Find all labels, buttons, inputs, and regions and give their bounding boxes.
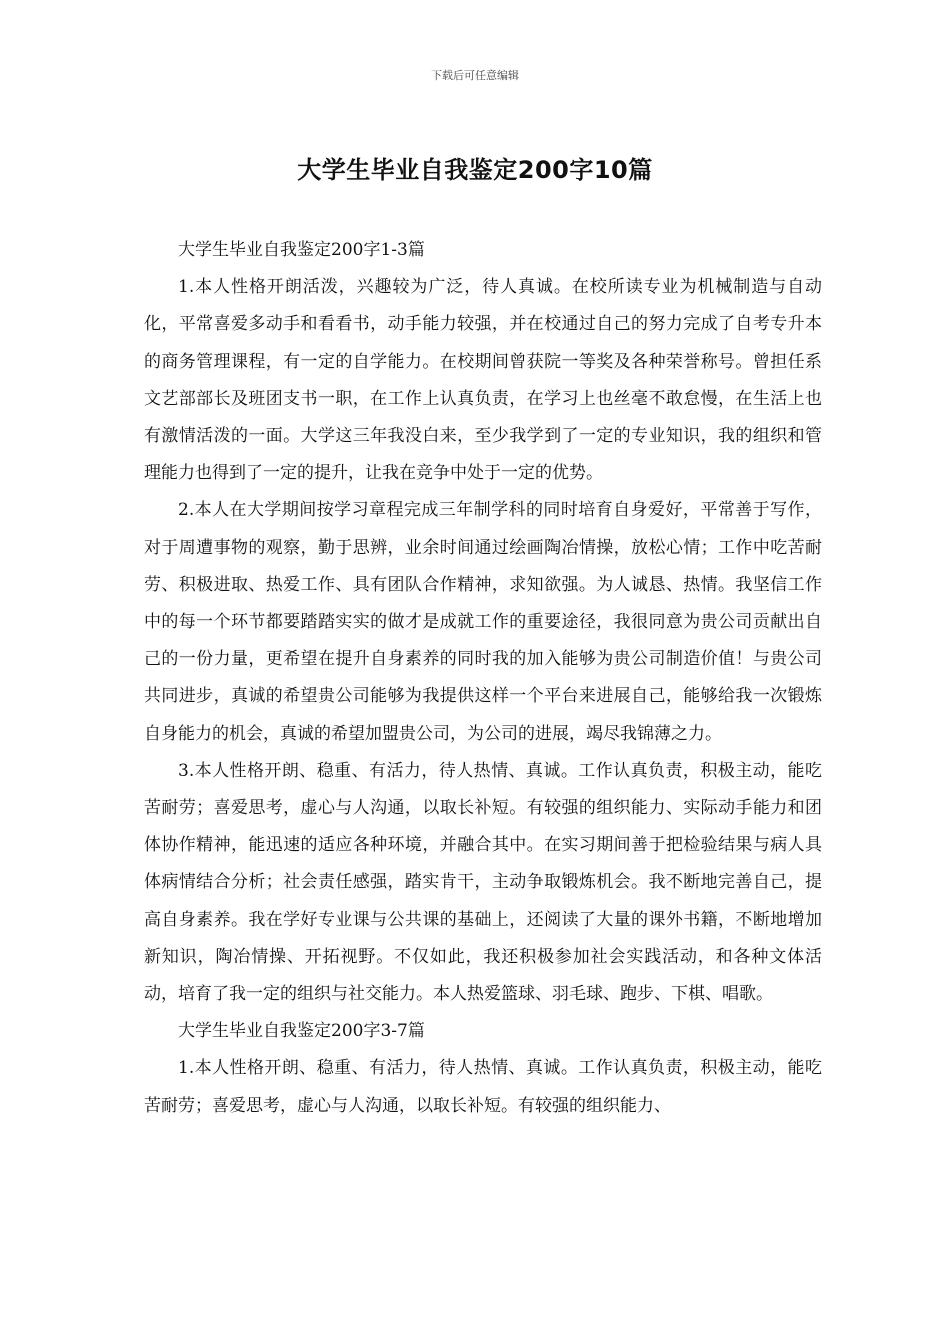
section-heading: 大学生毕业自我鉴定200字1-3篇 [178, 240, 425, 260]
paragraph: 1.本人性格开朗、稳重、有活力，待人热情、真诚。工作认真负责，积极主动，能吃苦耐劳；喜爱思考，虚心与人沟通，以取长补短。有较强的组织能力、 [144, 1058, 822, 1116]
header-note: 下载后可任意编辑 [431, 69, 519, 82]
paragraph: 3.本人性格开朗、稳重、有活力，待人热情、真诚。工作认真负责，积极主动，能吃苦耐劳；喜爱思考，虚心与人沟通，以取长补短。有较强的组织能力、实际动手能力和团体协作精神，能迅速的适应各种环境，并融合其中。在实习期间善于把检验结果与病人具体病情结合分析；社会责任感强，踏实肯干，主动争取锻炼机会。我不断地完善自己，提高自身素养。我在学好专业课与公共课的基础上，还阅读了大量的课外书籍，不断地增加新知识，陶冶情操、开拓视野。不仅如此，我还积极参加社会实践活动，和各种文体活动，培育了我一定的组织与社交能力。本人热爱篮球、羽毛球、跑步、下棋、唱歌。 [144, 760, 822, 1005]
document-title: 大学生毕业自我鉴定200字10篇 [297, 156, 653, 184]
paragraph: 2.本人在大学期间按学习章程完成三年制学科的同时培育自身爱好，平常善于写作，对于周遭事物的观察，勤于思辨，业余时间通过绘画陶冶情操，放松心情；工作中吃苦耐劳、积极进取、热爱工作、具有团队合作精神，求知欲强。为人诚恳、热情。我坚信工作中的每一个环节都要踏踏实实的做才是成就工作的重要途径，我很同意为贵公司贡献出自己的一份力量，更希望在提升自身素养的同时我的加入能够为贵公司制造价值！与贵公司共同进步，真诚的希望贵公司能够为我提供这样一个平台来进展自己，能够给我一次锻炼自身能力的机会，真诚的希望加盟贵公司，为公司的进展，竭尽我锦薄之力。 [144, 500, 822, 744]
paragraph: 1.本人性格开朗活泼，兴趣较为广泛，待人真诚。在校所读专业为机械制造与自动化，平常喜爱多动手和看看书，动手能力较强，并在校通过自己的努力完成了自考专升本的商务管理课程，有一定的自学能力。在校期间曾获院一等奖及各种荣誉称号。曾担任系文艺部部长及班团支书一职，在工作上认真负责，在学习上也丝毫不敢怠慢，在生活上也有激情活泼的一面。大学这三年我没白来，至少我学到了一定的专业知识，我的组织和管理能力也得到了一定的提升，让我在竞争中处于一定的优势。 [144, 277, 822, 484]
section-heading: 大学生毕业自我鉴定200字3-7篇 [178, 1021, 425, 1042]
document-body [144, 232, 822, 1125]
